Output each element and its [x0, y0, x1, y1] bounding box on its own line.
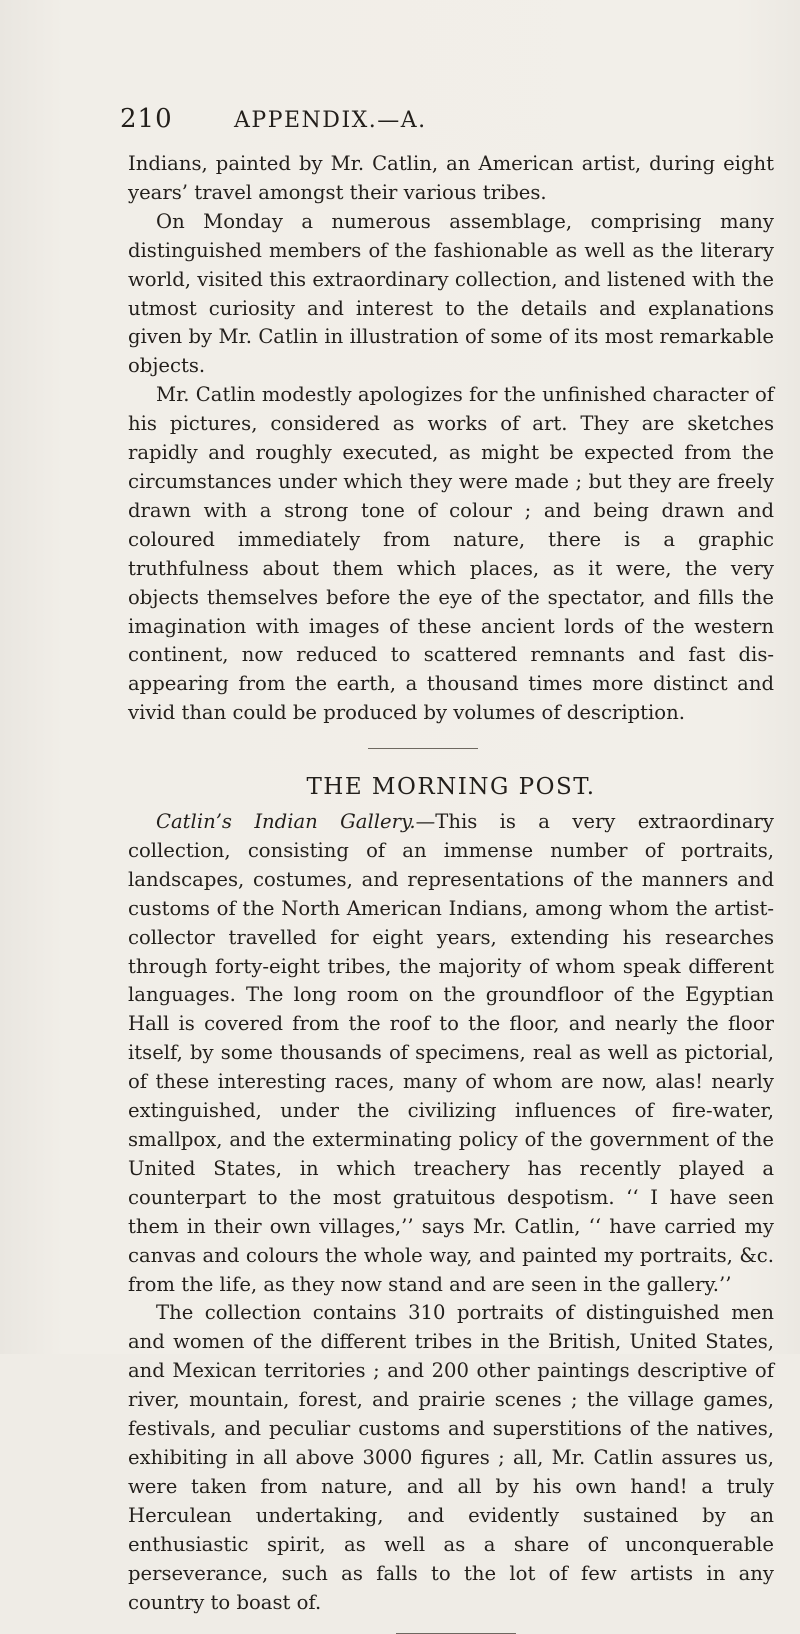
body-text [128, 150, 774, 1634]
paragraph-collection: The collection contains 310 portraits of distinguished men and women of the different tribes in the British, United States, and Mexican territories ; and 200 other paintings descriptive of river, mountain, forest, and prairie scenes ; the village games, festivals, and peculiar customs and superstitions of the natives, exhibiting in all above 3000 figures ; all, Mr. Catlin assures us, were taken from nature, and all by his own hand! a truly Herculean undertaking, and evidently sustained by an enthusiastic spirit, as well as a share of unconquerable perseverance, such as falls to the lot of few artists in any country to boast of. [128, 1301, 774, 1614]
paragraph-monday: On Monday a numerous assemblage, comprising many distinguished members of the fashionable as well as the literary world, visited this extraordinary collection, and listened with the utmost curiosity and interest to the details and explanations given by Mr. Catlin in illustration of some of its most remarkable objects. [128, 209, 774, 378]
lead-rest: —This is a very extraordinary collection, consisting of an immense number of portraits, landscapes, costumes, and representations of the manners and customs of the North American Indians, among whom the artist-collector travelled for eight years, extending his researches through forty-eight tribes, the majority of whom speak different languages. The long room on the groundfloor of the Egyptian Hall is covered from the roof to the floor, and nearly the floor itself, by some thousands of specimens, real as well as pictorial, of these interesting races, many of whom are now, alas! nearly extinguished, under the civilizing influences of fire-water, smallpox, and the exterminating policy of the government of the United States, in which treachery has recently played a counterpart to the most gratuitous despotism. ‘‘ I have seen them in their own villages,’’ says Mr. Catlin, ‘‘ have carried my canvas and colours the whole way, and painted my portraits, &c. from the life, as they now stand and are seen in the gallery.’’ [128, 810, 774, 1296]
page-number: 210 [120, 104, 173, 134]
page-header [120, 104, 740, 138]
paragraph-gallery [128, 808, 774, 1299]
lead-italic: Catlin’s Indian Gallery. [156, 810, 416, 834]
section-title: THE MORNING POST. [306, 774, 596, 801]
paragraph-continued: Indians, painted by Mr. Catlin, an American artist, during eight years’ travel amongst their various tribes. [128, 152, 774, 204]
section-divider [368, 748, 478, 749]
paragraph-apology: Mr. Catlin modestly apologizes for the unfinished character of his pictures, considered as works of art. They are sketches rapidly and roughly executed, as might be expected from the circumstances under which they were made ; but they are freely drawn with a strong tone of colour ; and being drawn and coloured immediately from nature, there is a graphic truthfulness about them which places, as it were, the very objects themselves before the eye of the spectator, and fills the imagination with images of these ancient lords of the western continent, now reduced to scattered remnants and fast disappearing from the earth, a thousand times more distinct and vivid than could be produced by volumes of description. [128, 383, 774, 725]
running-head: APPENDIX.—A. [234, 108, 427, 133]
